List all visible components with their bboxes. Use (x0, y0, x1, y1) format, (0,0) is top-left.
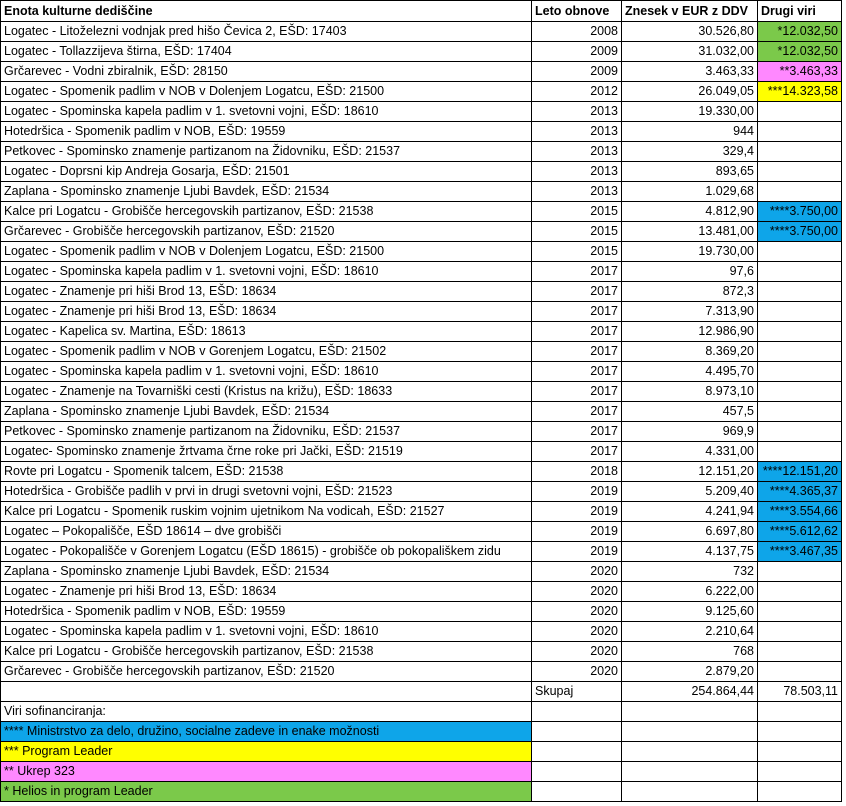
cell-other-sources: *12.032,50 (758, 42, 842, 62)
legend-row (1, 722, 842, 742)
cell-year: 2020 (532, 662, 622, 682)
cell-year: 2015 (532, 242, 622, 262)
cell-year: 2020 (532, 642, 622, 662)
total-empty (1, 682, 532, 702)
cell-year: 2017 (532, 262, 622, 282)
cell-other-sources (758, 442, 842, 462)
table-row (1, 182, 842, 202)
total-other: 78.503,11 (758, 682, 842, 702)
total-label: Skupaj (532, 682, 622, 702)
table-row (1, 22, 842, 42)
header-other: Drugi viri (758, 1, 842, 22)
legend-item: **** Ministrstvo za delo, družino, socialne zadeve in enake možnosti (1, 722, 532, 742)
table-row (1, 542, 842, 562)
legend-empty (532, 782, 622, 802)
cell-year: 2013 (532, 162, 622, 182)
table-row (1, 322, 842, 342)
legend-empty (758, 782, 842, 802)
cell-other-sources: **3.463,33 (758, 62, 842, 82)
cell-unit: Logatec - Spominska kapela padlim v 1. svetovni vojni, EŠD: 18610 (1, 622, 532, 642)
cell-year: 2012 (532, 82, 622, 102)
cell-other-sources (758, 602, 842, 622)
table-row (1, 122, 842, 142)
header-row (1, 1, 842, 22)
cell-unit: Logatec - Spomenik padlim v NOB v Dolenjem Logatcu, EŠD: 21500 (1, 242, 532, 262)
cell-other-sources (758, 142, 842, 162)
legend-empty (758, 702, 842, 722)
table-row (1, 502, 842, 522)
cell-amount: 2.879,20 (622, 662, 758, 682)
cell-unit: Logatec - Spominska kapela padlim v 1. svetovni vojni, EŠD: 18610 (1, 262, 532, 282)
cell-other-sources (758, 182, 842, 202)
cell-year: 2017 (532, 362, 622, 382)
legend-empty (758, 742, 842, 762)
table-row (1, 402, 842, 422)
cell-other-sources (758, 662, 842, 682)
cell-unit: Grčarevec - Grobišče hercegovskih partizanov, EŠD: 21520 (1, 222, 532, 242)
cell-amount: 944 (622, 122, 758, 142)
legend-empty (622, 722, 758, 742)
cell-unit: Grčarevec - Vodni zbiralnik, EŠD: 28150 (1, 62, 532, 82)
legend-row (1, 782, 842, 802)
cell-year: 2020 (532, 622, 622, 642)
cell-unit: Hotedršica - Spomenik padlim v NOB, EŠD: 19559 (1, 122, 532, 142)
cell-other-sources: ****3.467,35 (758, 542, 842, 562)
cell-unit: Zaplana - Spominsko znamenje Ljubi Bavdek, EŠD: 21534 (1, 402, 532, 422)
total-amount: 254.864,44 (622, 682, 758, 702)
table-row (1, 362, 842, 382)
cell-amount: 872,3 (622, 282, 758, 302)
cell-unit: Logatec - Spominska kapela padlim v 1. svetovni vojni, EŠD: 18610 (1, 362, 532, 382)
cell-other-sources (758, 302, 842, 322)
cell-unit: Logatec - Litoželezni vodnjak pred hišo Čevica 2, EŠD: 17403 (1, 22, 532, 42)
cell-other-sources (758, 422, 842, 442)
cell-unit: Logatec - Znamenje pri hiši Brod 13, EŠD: 18634 (1, 302, 532, 322)
legend-row (1, 742, 842, 762)
cell-year: 2018 (532, 462, 622, 482)
cell-other-sources (758, 102, 842, 122)
cell-year: 2017 (532, 322, 622, 342)
cell-year: 2019 (532, 482, 622, 502)
cell-unit: Logatec - Kapelica sv. Martina, EŠD: 18613 (1, 322, 532, 342)
cell-other-sources (758, 382, 842, 402)
cell-amount: 4.137,75 (622, 542, 758, 562)
cell-year: 2017 (532, 302, 622, 322)
cell-amount: 4.812,90 (622, 202, 758, 222)
cell-amount: 97,6 (622, 262, 758, 282)
table-row (1, 282, 842, 302)
cell-other-sources (758, 562, 842, 582)
cell-amount: 6.222,00 (622, 582, 758, 602)
table-row (1, 482, 842, 502)
cell-amount: 969,9 (622, 422, 758, 442)
cell-other-sources (758, 642, 842, 662)
legend-empty (532, 722, 622, 742)
cell-year: 2008 (532, 22, 622, 42)
cell-year: 2017 (532, 422, 622, 442)
cell-unit: Logatec - Znamenje pri hiši Brod 13, EŠD: 18634 (1, 282, 532, 302)
table-row (1, 462, 842, 482)
cell-other-sources: ****3.554,66 (758, 502, 842, 522)
cell-year: 2017 (532, 282, 622, 302)
total-row (1, 682, 842, 702)
cell-amount: 5.209,40 (622, 482, 758, 502)
legend-empty (532, 762, 622, 782)
cell-unit: Logatec - Spomenik padlim v NOB v Gorenjem Logatcu, EŠD: 21502 (1, 342, 532, 362)
cell-unit: Logatec - Pokopališče v Gorenjem Logatcu (EŠD 18615) - grobišče ob pokopališkem zidu (1, 542, 532, 562)
cell-year: 2013 (532, 122, 622, 142)
table-row (1, 82, 842, 102)
cell-unit: Rovte pri Logatcu - Spomenik talcem, EŠD: 21538 (1, 462, 532, 482)
table-row (1, 522, 842, 542)
cell-other-sources: ****5.612,62 (758, 522, 842, 542)
cell-other-sources: ****3.750,00 (758, 222, 842, 242)
cell-amount: 1.029,68 (622, 182, 758, 202)
table-row (1, 162, 842, 182)
cell-other-sources (758, 622, 842, 642)
cell-year: 2019 (532, 542, 622, 562)
legend-empty (622, 782, 758, 802)
cell-amount: 329,4 (622, 142, 758, 162)
table-row (1, 102, 842, 122)
legend-item: *** Program Leader (1, 742, 532, 762)
header-year: Leto obnove (532, 1, 622, 22)
cell-other-sources (758, 582, 842, 602)
cell-amount: 19.730,00 (622, 242, 758, 262)
cell-amount: 4.331,00 (622, 442, 758, 462)
cell-unit: Zaplana - Spominsko znamenje Ljubi Bavdek, EŠD: 21534 (1, 182, 532, 202)
cell-other-sources (758, 262, 842, 282)
legend-item: ** Ukrep 323 (1, 762, 532, 782)
table-row (1, 382, 842, 402)
cell-unit: Kalce pri Logatcu - Spomenik ruskim vojnim ujetnikom Na vodicah, EŠD: 21527 (1, 502, 532, 522)
table-row (1, 622, 842, 642)
cell-year: 2013 (532, 182, 622, 202)
cell-amount: 12.986,90 (622, 322, 758, 342)
cell-amount: 893,65 (622, 162, 758, 182)
cell-other-sources (758, 122, 842, 142)
cell-amount: 30.526,80 (622, 22, 758, 42)
cell-amount: 13.481,00 (622, 222, 758, 242)
cell-amount: 4.495,70 (622, 362, 758, 382)
cell-amount: 3.463,33 (622, 62, 758, 82)
legend-empty (622, 762, 758, 782)
legend-empty (532, 702, 622, 722)
cell-unit: Logatec - Znamenje na Tovarniški cesti (Kristus na križu), EŠD: 18633 (1, 382, 532, 402)
cell-unit: Logatec- Spominsko znamenje žrtvama črne roke pri Jački, EŠD: 21519 (1, 442, 532, 462)
cell-unit: Zaplana - Spominsko znamenje Ljubi Bavdek, EŠD: 21534 (1, 562, 532, 582)
cell-year: 2017 (532, 342, 622, 362)
legend-empty (532, 742, 622, 762)
table-row (1, 262, 842, 282)
cell-year: 2013 (532, 142, 622, 162)
cell-other-sources (758, 242, 842, 262)
header-amount: Znesek v EUR z DDV (622, 1, 758, 22)
cell-unit: Logatec - Tollazzijeva štirna, EŠD: 17404 (1, 42, 532, 62)
cell-amount: 457,5 (622, 402, 758, 422)
legend-row (1, 762, 842, 782)
cell-unit: Grčarevec - Grobišče hercegovskih partizanov, EŠD: 21520 (1, 662, 532, 682)
cell-year: 2020 (532, 562, 622, 582)
table-row (1, 642, 842, 662)
cell-other-sources: ****4.365,37 (758, 482, 842, 502)
legend-empty (622, 702, 758, 722)
legend-empty (758, 722, 842, 742)
cell-unit: Logatec - Spominska kapela padlim v 1. svetovni vojni, EŠD: 18610 (1, 102, 532, 122)
table-row (1, 302, 842, 322)
cell-other-sources: ****3.750,00 (758, 202, 842, 222)
cell-year: 2017 (532, 402, 622, 422)
legend-item: * Helios in program Leader (1, 782, 532, 802)
cell-year: 2020 (532, 582, 622, 602)
cell-other-sources: ****12.151,20 (758, 462, 842, 482)
table-row (1, 342, 842, 362)
cell-amount: 19.330,00 (622, 102, 758, 122)
table-row (1, 62, 842, 82)
cell-year: 2017 (532, 382, 622, 402)
legend-title: Viri sofinanciranja: (1, 702, 532, 722)
cell-amount: 9.125,60 (622, 602, 758, 622)
cell-unit: Logatec - Doprsni kip Andreja Gosarja, EŠD: 21501 (1, 162, 532, 182)
table-row (1, 42, 842, 62)
table-row (1, 562, 842, 582)
table-row (1, 602, 842, 622)
legend-empty (622, 742, 758, 762)
cell-other-sources: ***14.323,58 (758, 82, 842, 102)
cell-amount: 8.369,20 (622, 342, 758, 362)
legend-title-row (1, 702, 842, 722)
cell-other-sources: *12.032,50 (758, 22, 842, 42)
cell-other-sources (758, 282, 842, 302)
legend-empty (758, 762, 842, 782)
cell-amount: 732 (622, 562, 758, 582)
cell-unit: Kalce pri Logatcu - Grobišče hercegovskih partizanov, EŠD: 21538 (1, 202, 532, 222)
cell-amount: 6.697,80 (622, 522, 758, 542)
cell-amount: 8.973,10 (622, 382, 758, 402)
table-row (1, 142, 842, 162)
cell-other-sources (758, 402, 842, 422)
cell-unit: Hotedršica - Spomenik padlim v NOB, EŠD: 19559 (1, 602, 532, 622)
cell-unit: Petkovec - Spominsko znamenje partizanom na Židovniku, EŠD: 21537 (1, 142, 532, 162)
cell-year: 2015 (532, 202, 622, 222)
cell-year: 2019 (532, 502, 622, 522)
table-row (1, 582, 842, 602)
table-row (1, 662, 842, 682)
cell-amount: 31.032,00 (622, 42, 758, 62)
cell-unit: Logatec - Znamenje pri hiši Brod 13, EŠD: 18634 (1, 582, 532, 602)
cell-year: 2009 (532, 62, 622, 82)
table-row (1, 222, 842, 242)
cell-unit: Hotedršica - Grobišče padlih v prvi in drugi svetovni vojni, EŠD: 21523 (1, 482, 532, 502)
cell-other-sources (758, 342, 842, 362)
header-unit: Enota kulturne dediščine (1, 1, 532, 22)
table-row (1, 442, 842, 462)
cell-unit: Kalce pri Logatcu - Grobišče hercegovskih partizanov, EŠD: 21538 (1, 642, 532, 662)
cell-amount: 4.241,94 (622, 502, 758, 522)
table-row (1, 242, 842, 262)
cell-amount: 12.151,20 (622, 462, 758, 482)
cell-other-sources (758, 162, 842, 182)
cell-amount: 768 (622, 642, 758, 662)
cell-unit: Logatec - Spomenik padlim v NOB v Dolenjem Logatcu, EŠD: 21500 (1, 82, 532, 102)
cell-amount: 26.049,05 (622, 82, 758, 102)
cell-other-sources (758, 322, 842, 342)
cell-other-sources (758, 362, 842, 382)
cell-unit: Petkovec - Spominsko znamenje partizanom na Židovniku, EŠD: 21537 (1, 422, 532, 442)
cell-year: 2009 (532, 42, 622, 62)
table-row (1, 202, 842, 222)
cell-year: 2017 (532, 442, 622, 462)
cell-amount: 7.313,90 (622, 302, 758, 322)
cell-year: 2020 (532, 602, 622, 622)
table-row (1, 422, 842, 442)
cell-year: 2019 (532, 522, 622, 542)
cell-year: 2015 (532, 222, 622, 242)
cell-unit: Logatec – Pokopališče, EŠD 18614 – dve grobišči (1, 522, 532, 542)
cell-amount: 2.210,64 (622, 622, 758, 642)
cell-year: 2013 (532, 102, 622, 122)
